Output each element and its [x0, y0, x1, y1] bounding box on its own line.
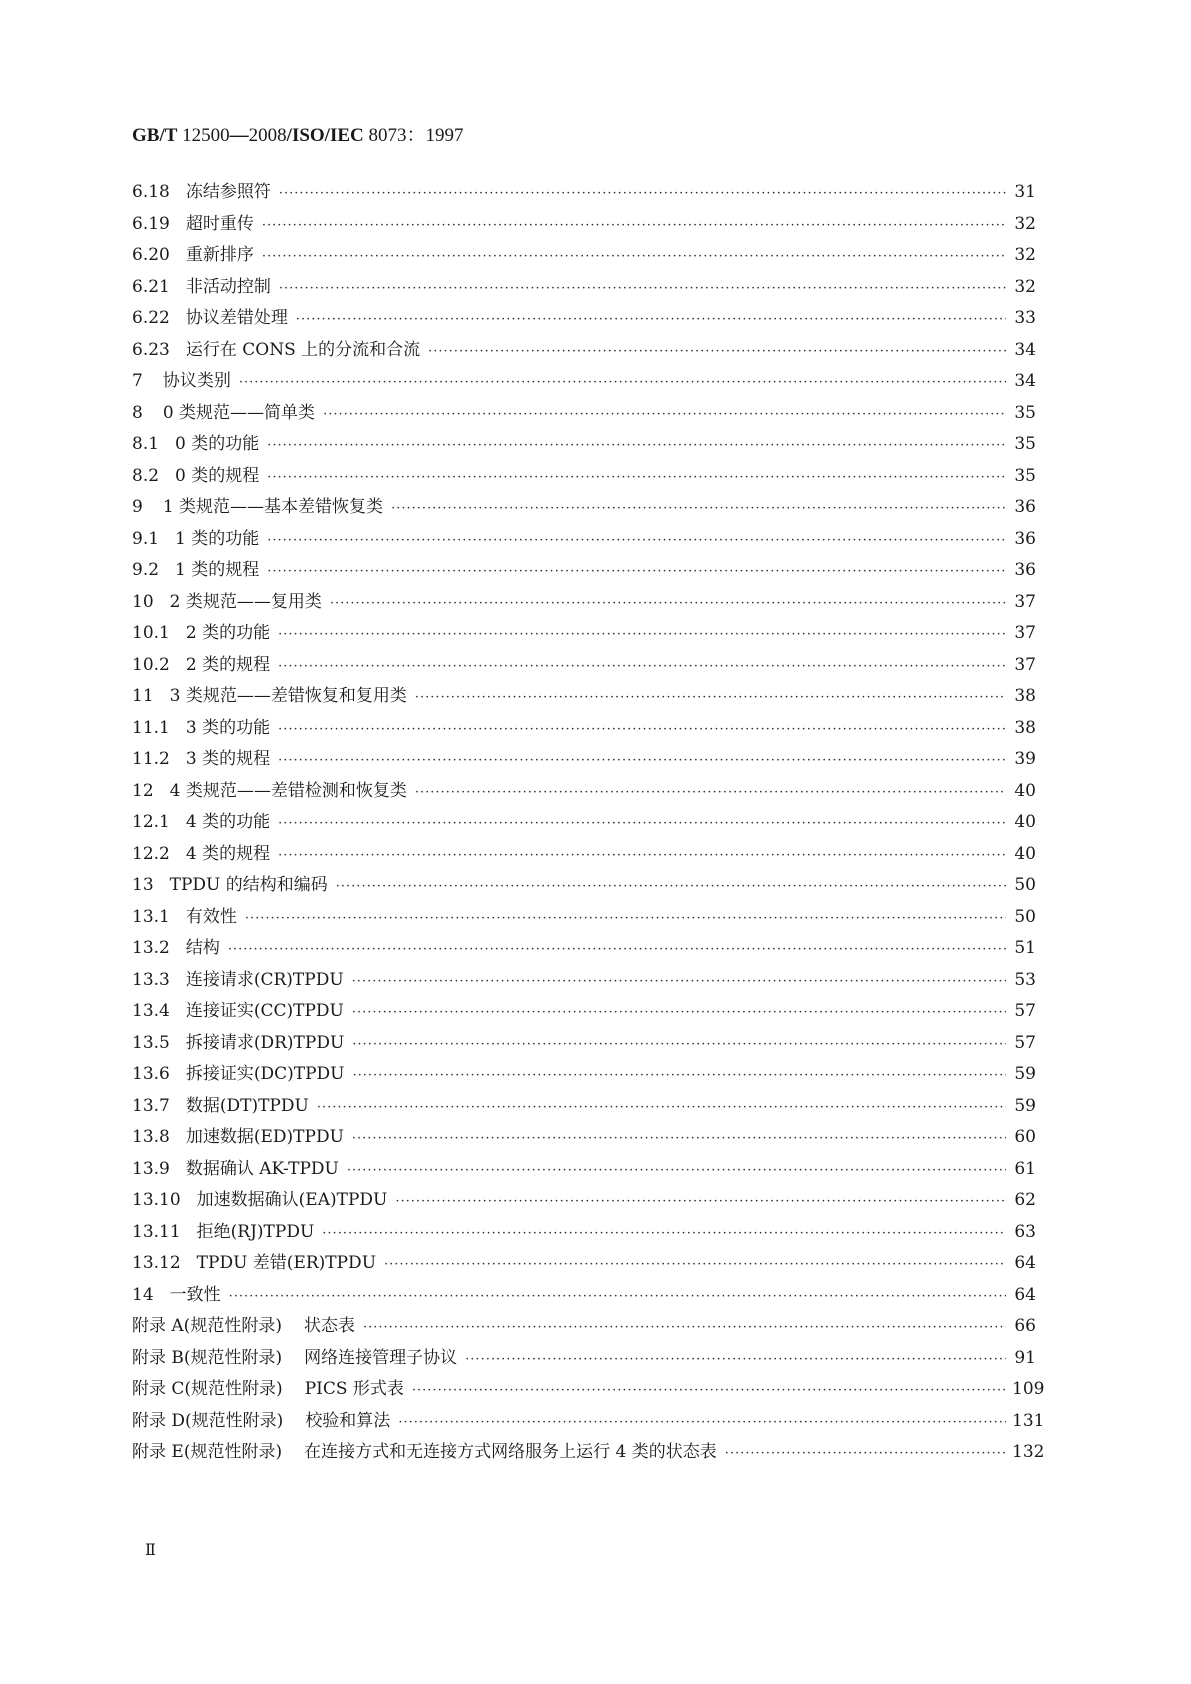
toc-entry[interactable]: [132, 1122, 1036, 1154]
toc-entry-title: 4 类规范——差错检测和恢复类: [169, 780, 407, 801]
toc-entry-title: TPDU 差错(ER)TPDU: [196, 1253, 377, 1273]
toc-entry-title: 3 类规范——差错恢复和复用类: [169, 686, 407, 706]
dot-leader: [725, 1446, 1006, 1461]
toc-entry-number: 12: [132, 780, 154, 801]
standard-number: 12500: [182, 125, 230, 146]
toc-entry-number: 6.23: [132, 339, 170, 360]
toc-entry-page: 57: [1014, 1001, 1036, 1021]
toc-entry-page: 32: [1014, 276, 1036, 297]
toc-entry-number: 13.6: [132, 1064, 170, 1084]
toc-entry-number: 13.12: [132, 1253, 181, 1273]
toc-entry[interactable]: [132, 1154, 1036, 1186]
toc-entry-number: 13.2: [132, 938, 170, 958]
dot-leader: [278, 627, 1006, 642]
toc-entry-title: 4 类的功能: [185, 812, 271, 832]
toc-entry[interactable]: [132, 807, 1036, 839]
toc-entry-title: 运行在 CONS 上的分流和合流: [185, 339, 421, 360]
toc-entry-number: 7: [132, 371, 143, 391]
toc-entry[interactable]: [132, 681, 1036, 713]
toc-entry-number: 14: [132, 1284, 154, 1305]
toc-entry-number: 11: [132, 686, 154, 706]
toc-entry[interactable]: [132, 996, 1036, 1028]
toc-entry-number: 6.21: [132, 276, 170, 297]
toc-entry-title: 拒绝(RJ)TPDU: [196, 1221, 315, 1242]
dot-leader: [352, 1131, 1006, 1146]
dot-leader: [317, 1100, 1006, 1115]
toc-entry-title: 数据确认 AK-TPDU: [185, 1158, 339, 1179]
toc-entry[interactable]: [132, 713, 1036, 745]
toc-entry-number: 13.5: [132, 1032, 170, 1053]
toc-entry[interactable]: [132, 839, 1036, 871]
dot-leader: [398, 1415, 1006, 1430]
toc-entry-number: 13: [132, 875, 154, 895]
toc-entry-page: 39: [1014, 749, 1036, 769]
dot-leader: [267, 533, 1006, 548]
document-header: [132, 120, 464, 147]
toc-entry-number: 6.22: [132, 308, 170, 328]
toc-entry-number: 附录 D(规范性附录): [132, 1410, 284, 1431]
toc-entry-page: 50: [1014, 906, 1036, 927]
toc-entry-title: 有效性: [185, 906, 237, 927]
toc-entry-page: 36: [1014, 497, 1036, 517]
toc-entry-page: 57: [1014, 1032, 1036, 1053]
toc-entry[interactable]: [132, 1185, 1036, 1217]
dot-leader: [278, 848, 1006, 863]
dot-leader: [415, 785, 1006, 800]
toc-entry-page: 64: [1014, 1253, 1036, 1273]
toc-entry-title: 协议类别: [162, 371, 231, 391]
toc-entry[interactable]: [132, 1406, 1045, 1438]
toc-entry[interactable]: [132, 618, 1036, 650]
toc-entry[interactable]: [132, 1374, 1045, 1406]
iso-number: 8073: [368, 125, 407, 146]
toc-entry-title: 4 类的规程: [185, 843, 271, 864]
toc-entry-number: 11.1: [132, 717, 170, 738]
toc-entry-number: 10.1: [132, 623, 170, 643]
toc-entry-page: 34: [1014, 339, 1036, 360]
toc-entry[interactable]: [132, 461, 1036, 493]
toc-entry-title: 3 类的规程: [185, 749, 271, 769]
toc-entry-title: 加速数据确认(EA)TPDU: [196, 1190, 388, 1210]
toc-entry[interactable]: [132, 272, 1036, 304]
dot-leader: [267, 438, 1006, 453]
dot-leader: [363, 1320, 1006, 1335]
dot-leader: [245, 911, 1006, 926]
toc-entry-page: 34: [1014, 371, 1036, 391]
toc-entry-page: 59: [1014, 1095, 1036, 1116]
toc-entry-page: 32: [1014, 245, 1036, 265]
toc-entry-page: 53: [1014, 969, 1036, 990]
dot-leader: [278, 659, 1006, 674]
toc-entry-page: 37: [1014, 654, 1036, 675]
dot-leader: [296, 312, 1006, 327]
toc-entry[interactable]: [132, 1091, 1036, 1123]
toc-entry-page: 40: [1014, 812, 1036, 832]
toc-entry-number: 8.1: [132, 434, 160, 454]
toc-entry-page: 63: [1014, 1221, 1036, 1242]
toc-entry-number: 9.2: [132, 560, 160, 580]
toc-entry-number: 12.1: [132, 812, 170, 832]
toc-entry[interactable]: [132, 776, 1036, 808]
iso-prefix: ISO/IEC: [291, 125, 364, 146]
toc-entry-title: 在连接方式和无连接方式网络服务上运行 4 类的状态表: [304, 1442, 717, 1462]
toc-entry-number: 8.2: [132, 465, 160, 486]
toc-entry-number: 13.3: [132, 969, 170, 990]
toc-entry-page: 109: [1012, 1379, 1045, 1399]
dot-leader: [262, 218, 1006, 233]
toc-entry[interactable]: [132, 366, 1036, 398]
toc-entry[interactable]: [132, 429, 1036, 461]
toc-entry-page: 91: [1014, 1347, 1036, 1368]
toc-entry-page: 35: [1014, 434, 1036, 454]
dot-leader: [228, 942, 1006, 957]
toc-entry[interactable]: [132, 1280, 1036, 1312]
dot-leader: [322, 1226, 1006, 1241]
toc-entry[interactable]: [132, 492, 1036, 524]
dot-leader: [279, 186, 1006, 201]
toc-entry[interactable]: [132, 902, 1036, 934]
toc-entry-page: 51: [1014, 938, 1036, 958]
toc-entry-number: 13.8: [132, 1127, 170, 1147]
toc-entry-number: 13.7: [132, 1095, 170, 1116]
toc-entry-page: 35: [1014, 465, 1036, 486]
toc-entry[interactable]: [132, 1217, 1036, 1249]
toc-entry-title: 网络连接管理子协议: [304, 1347, 458, 1368]
dot-leader: [347, 1163, 1006, 1178]
toc-entry-number: 附录 E(规范性附录): [132, 1442, 283, 1462]
toc-entry[interactable]: [132, 650, 1036, 682]
toc-entry-page: 38: [1014, 686, 1036, 706]
toc-entry-title: 状态表: [303, 1316, 355, 1336]
toc-entry-page: 50: [1014, 875, 1036, 895]
toc-entry[interactable]: [132, 524, 1036, 556]
dot-leader: [278, 816, 1006, 831]
dot-leader: [229, 1289, 1006, 1304]
toc-entry-title: 非活动控制: [185, 276, 271, 297]
toc-entry-title: 3 类的功能: [185, 717, 271, 738]
toc-entry-title: 加速数据(ED)TPDU: [185, 1127, 344, 1147]
toc-entry-number: 9: [132, 497, 143, 517]
toc-entry-title: 0 类的规程: [175, 465, 260, 486]
toc-entry[interactable]: [132, 965, 1036, 997]
dot-leader: [336, 879, 1006, 894]
toc-entry[interactable]: [132, 177, 1036, 209]
toc-entry-number: 11.2: [132, 749, 170, 769]
dot-leader: [412, 1383, 1006, 1398]
toc-entry[interactable]: [132, 555, 1036, 587]
dot-leader: [262, 249, 1006, 264]
toc-entry[interactable]: [132, 240, 1036, 272]
toc-entry-title: 一致性: [169, 1284, 221, 1305]
standard-prefix: GB/T: [132, 125, 178, 146]
toc-entry-title: 拆接证实(DC)TPDU: [185, 1064, 345, 1084]
toc-entry[interactable]: [132, 870, 1036, 902]
toc-entry-page: 40: [1014, 843, 1036, 864]
dot-leader: [239, 375, 1006, 390]
toc-entry-number: 13.10: [132, 1190, 181, 1210]
toc-entry[interactable]: [132, 335, 1036, 367]
toc-entry-page: 33: [1014, 308, 1036, 328]
toc-entry[interactable]: [132, 1059, 1036, 1091]
toc-entry-title: 超时重传: [185, 213, 254, 234]
toc-entry-page: 66: [1014, 1316, 1036, 1336]
dot-leader: [352, 1037, 1006, 1052]
toc-entry-title: 连接证实(CC)TPDU: [185, 1001, 344, 1021]
dot-leader: [428, 344, 1006, 359]
dot-leader: [395, 1194, 1006, 1209]
toc-entry-page: 59: [1014, 1064, 1036, 1084]
toc-entry-number: 6.19: [132, 213, 170, 234]
toc-entry-number: 13.9: [132, 1158, 170, 1179]
dot-leader: [415, 690, 1006, 705]
toc-entry-number: 附录 B(规范性附录): [132, 1347, 283, 1368]
toc-entry[interactable]: [132, 1028, 1036, 1060]
toc-entry-title: 1 类规范——基本差错恢复类: [162, 497, 384, 517]
toc-entry-page: 60: [1014, 1127, 1036, 1147]
dot-leader: [352, 1005, 1006, 1020]
toc-entry-number: 10: [132, 591, 154, 612]
toc-entry[interactable]: [132, 587, 1036, 619]
toc-entry-number: 13.11: [132, 1221, 181, 1242]
toc-entry-title: 结构: [185, 938, 220, 958]
toc-entry-page: 36: [1014, 528, 1036, 549]
toc-entry-number: 附录 C(规范性附录): [132, 1379, 283, 1399]
toc-entry-number: 13.4: [132, 1001, 170, 1021]
toc-entry-page: 35: [1014, 402, 1036, 423]
toc-entry-page: 36: [1014, 560, 1036, 580]
standard-slash: /: [286, 125, 292, 146]
toc-entry-page: 64: [1014, 1284, 1036, 1305]
iso-year: 1997: [425, 125, 464, 146]
toc-entry-page: 132: [1012, 1442, 1045, 1462]
toc-entry-title: 1 类的功能: [175, 528, 260, 549]
toc-entry-number: 附录 A(规范性附录): [132, 1316, 282, 1336]
toc-entry-title: 0 类的功能: [175, 434, 260, 454]
page-number-footer: Ⅱ: [145, 1542, 156, 1559]
dot-leader: [279, 281, 1006, 296]
toc-entry[interactable]: [132, 744, 1036, 776]
dot-leader: [330, 596, 1006, 611]
dot-leader: [352, 974, 1006, 989]
toc-entry[interactable]: [132, 1437, 1045, 1469]
dot-leader: [391, 501, 1006, 516]
toc-entry-title: 0 类规范——简单类: [162, 402, 316, 423]
toc-entry[interactable]: [132, 398, 1036, 430]
toc-entry[interactable]: [132, 209, 1036, 241]
toc-entry-title: 2 类的功能: [185, 623, 271, 643]
toc-entry-page: 37: [1014, 623, 1036, 643]
toc-entry[interactable]: [132, 1343, 1036, 1375]
dot-leader: [278, 753, 1006, 768]
toc-entry-title: 连接请求(CR)TPDU: [185, 969, 344, 990]
toc-entry-number: 8: [132, 402, 143, 423]
toc-entry-page: 38: [1014, 717, 1036, 738]
toc-entry-title: 数据(DT)TPDU: [185, 1095, 309, 1116]
dot-leader: [267, 564, 1006, 579]
toc-entry-title: 重新排序: [185, 245, 254, 265]
table-of-contents: [132, 177, 1045, 1469]
toc-entry[interactable]: [132, 1311, 1036, 1343]
toc-entry-title: 2 类的规程: [185, 654, 271, 675]
toc-entry-page: 37: [1014, 591, 1036, 612]
toc-entry[interactable]: [132, 303, 1036, 335]
toc-entry-title: PICS 形式表: [304, 1379, 404, 1399]
toc-entry-title: 协议差错处理: [185, 308, 288, 328]
dot-leader: [353, 1068, 1007, 1083]
toc-entry-page: 131: [1012, 1410, 1045, 1431]
toc-entry[interactable]: [132, 1248, 1036, 1280]
dot-leader: [323, 407, 1006, 422]
toc-entry-title: 校验和算法: [305, 1410, 391, 1431]
toc-entry-page: 32: [1014, 213, 1036, 234]
dot-leader: [267, 470, 1006, 485]
toc-entry-title: 1 类的规程: [175, 560, 260, 580]
toc-entry-title: 2 类规范——复用类: [169, 591, 322, 612]
toc-entry-title: 拆接请求(DR)TPDU: [185, 1032, 345, 1053]
standard-year: 2008: [248, 125, 287, 146]
dot-leader: [384, 1257, 1006, 1272]
dot-leader: [278, 722, 1006, 737]
toc-entry-page: 31: [1014, 182, 1036, 202]
toc-entry-number: 6.20: [132, 245, 170, 265]
toc-entry-page: 61: [1014, 1158, 1036, 1179]
toc-entry-title: 冻结参照符: [185, 182, 271, 202]
toc-entry-title: TPDU 的结构和编码: [169, 875, 328, 895]
standard-dash: —: [229, 125, 249, 146]
toc-entry-page: 40: [1014, 780, 1036, 801]
dot-leader: [465, 1352, 1006, 1367]
toc-entry-number: 9.1: [132, 528, 160, 549]
toc-entry-number: 10.2: [132, 654, 170, 675]
toc-entry-number: 13.1: [132, 906, 170, 927]
toc-entry[interactable]: [132, 933, 1036, 965]
toc-entry-page: 62: [1014, 1190, 1036, 1210]
toc-entry-number: 6.18: [132, 182, 170, 202]
toc-entry-number: 12.2: [132, 843, 170, 864]
iso-colon: ：: [406, 125, 426, 146]
